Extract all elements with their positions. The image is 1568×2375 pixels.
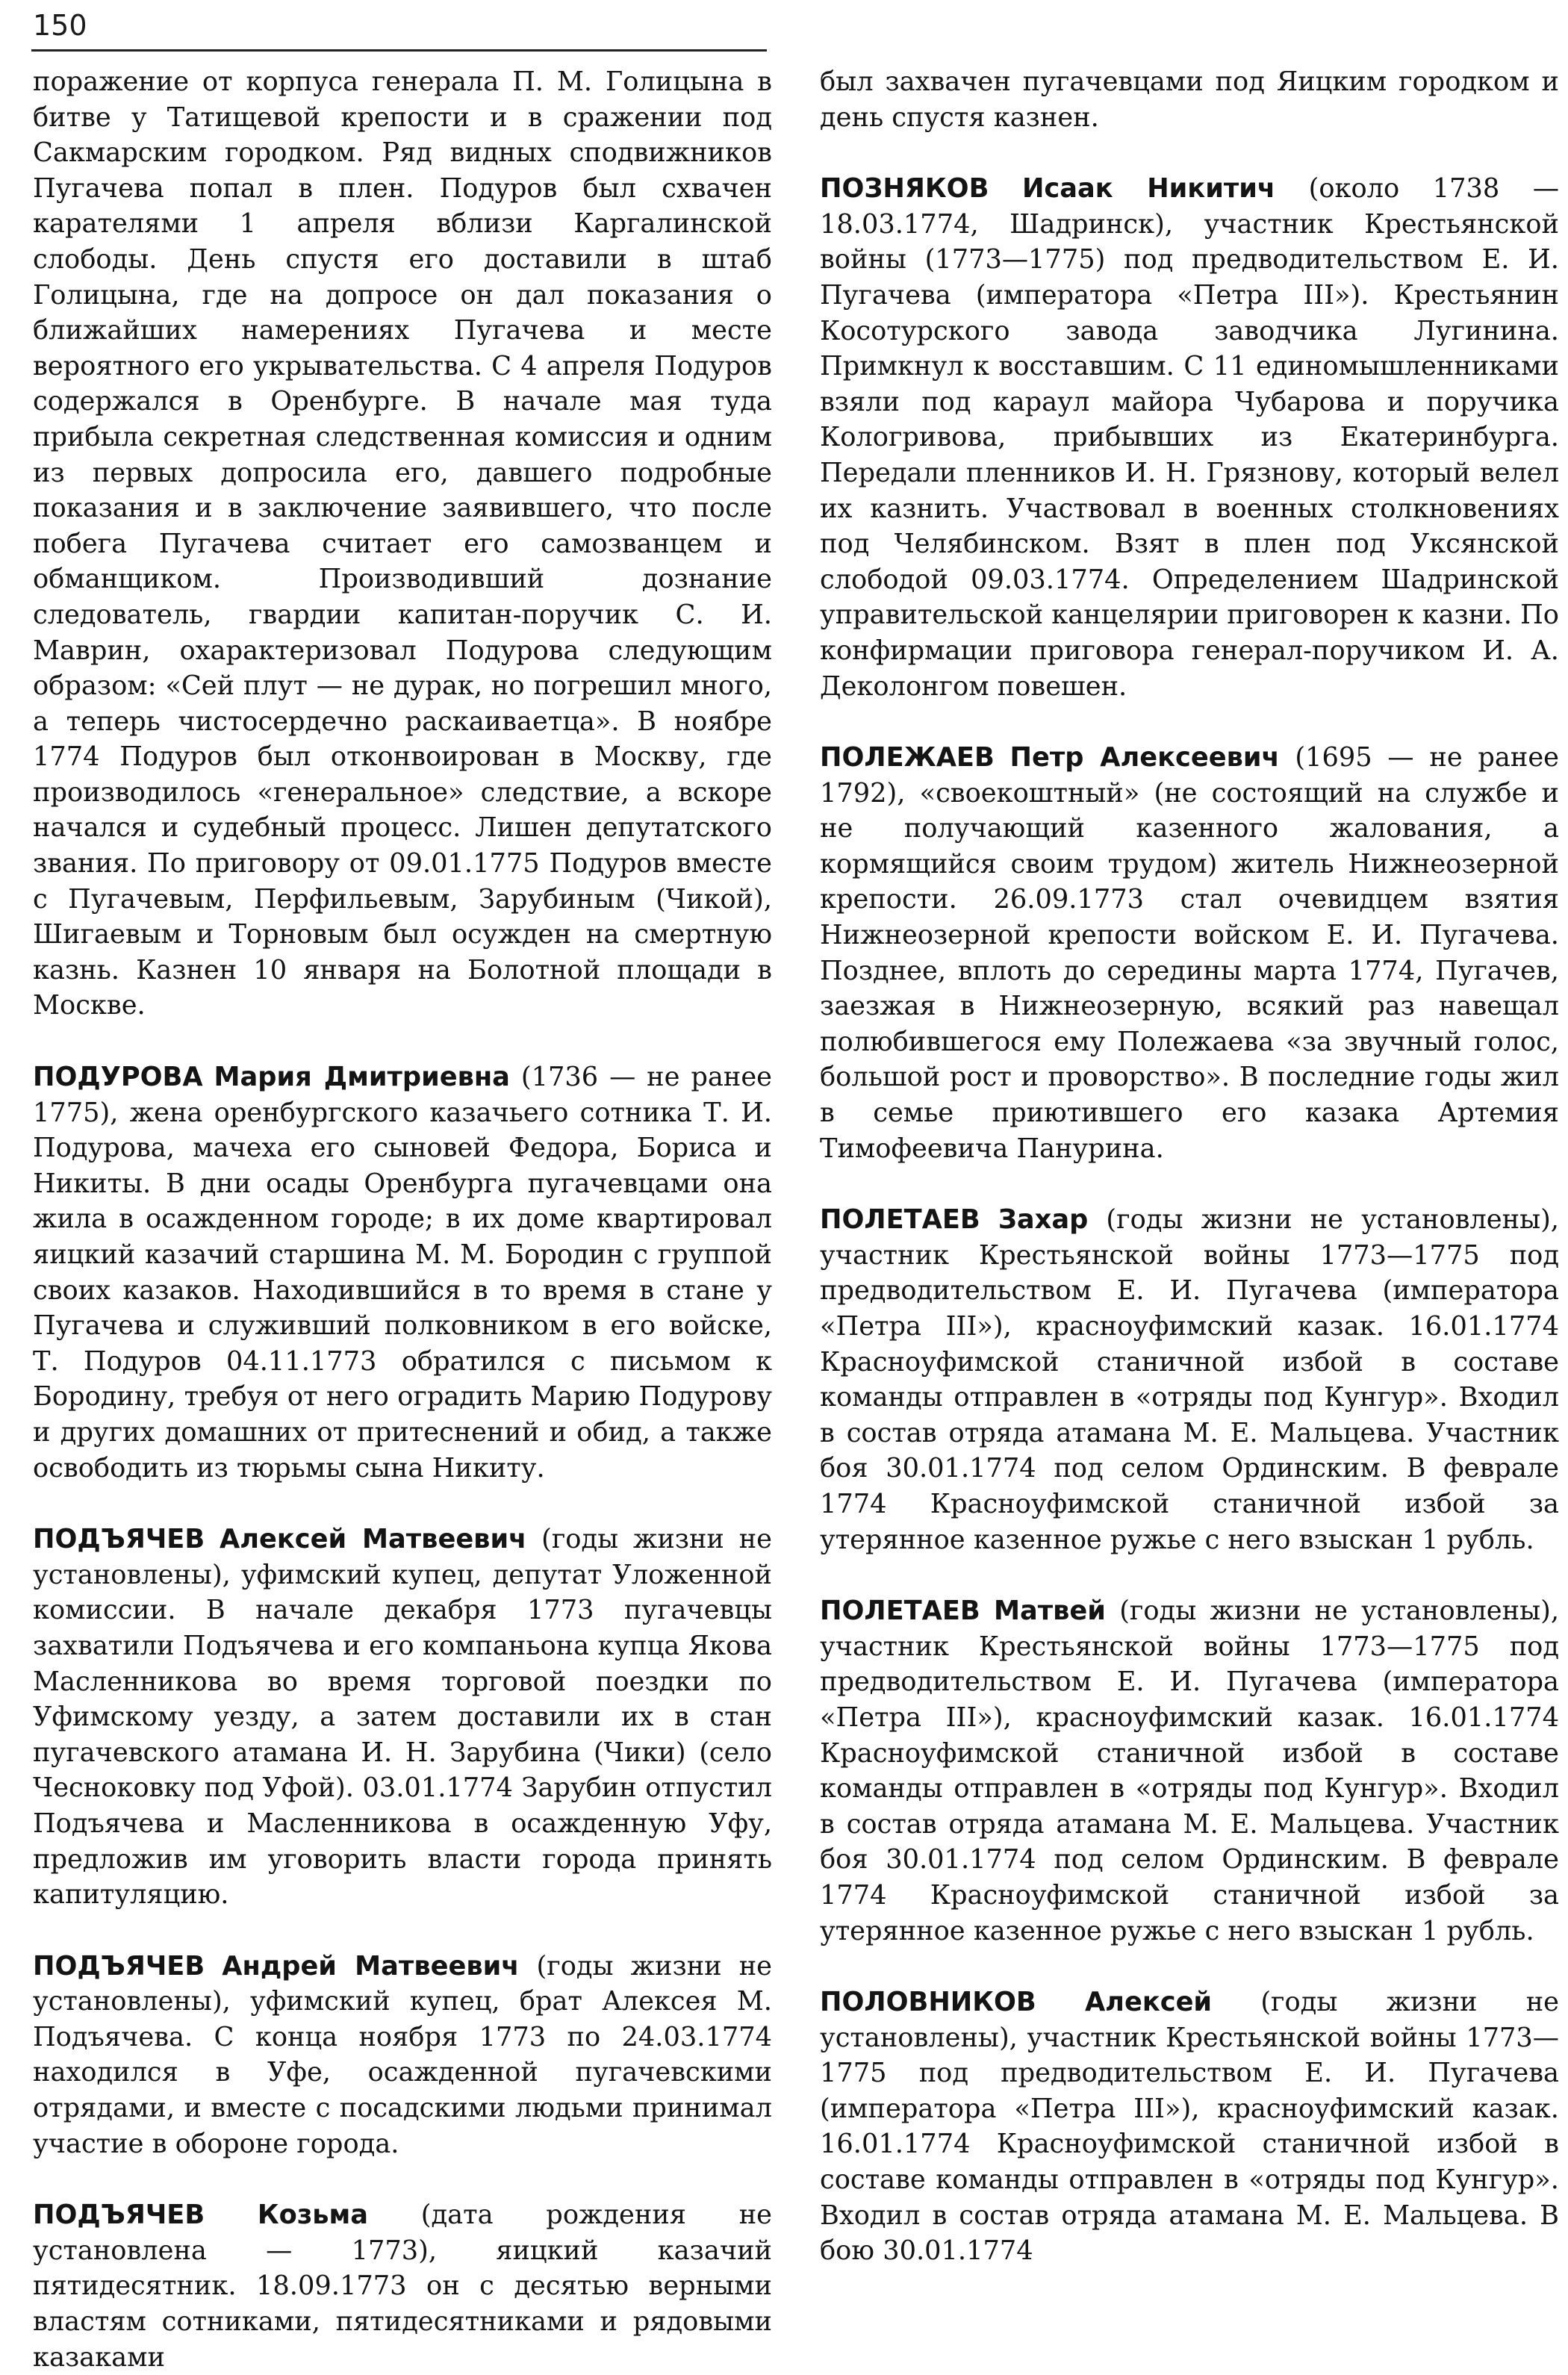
entry-given-name: Алексей	[1084, 1987, 1213, 2018]
entry-given-name: Захар	[998, 1204, 1089, 1236]
entry-given-name: Алексей Матвеевич	[220, 1524, 527, 1555]
entry-surname: ПОДУРОВА	[33, 1062, 203, 1093]
entry-surname: ПОДЪЯЧЕВ	[33, 1524, 205, 1555]
entry-text: (годы жизни не установлены), уфимский купец, брат Алексея М. Подъячева. С конца ноября 1773 по 24.03.1774 находился в Уфе, осажденной пугачевскими отрядами, и вместе с посадскими людьми принимал участие в обороне города.	[33, 1950, 773, 2159]
entry-given-name: Матвей	[993, 1596, 1106, 1627]
entry-surname: ПОДЪЯЧЕВ	[33, 1950, 205, 1982]
entry-podyachev-kozma	[33, 2197, 772, 2375]
right-column	[820, 64, 1559, 2269]
entry-surname: ПОЛЕТАЕВ	[820, 1596, 980, 1627]
entry-text: (годы жизни не установлены), уфимский купец, депутат Уложенной комиссии. В начале декабря 1773 пугачевцы захватили Подъячева и его компаньона купца Якова Масленникова во время торговой поездки по Уфимскому уезду, а затем доставили их в стан пугачевского атамана И. Н. Зарубина (Чики) (село Чесноковку под Уфой). 03.01.1774 Зарубин отпустил Подъячева и Масленникова в осажденную Уфу, предложив им уговорить власти города принять капитуляцию.	[33, 1524, 772, 1911]
entry-surname: ПОЛОВНИКОВ	[820, 1987, 1036, 2018]
continuation-text: поражение от корпуса генерала П. М. Голицына в битве у Татищевой крепости и в сражении под Сакмарским городком. Ряд видных сподвижников Пугачева попал в плен. Подуров был схвачен карателями 1 апреля вблизи Каргалинской слободы. День спустя его доставили в штаб Голицына, где на допросе он дал показания о ближайших намерениях Пугачева и месте вероятного его укрывательства. С 4 апреля Подуров содержался в Оренбурге. В начале мая туда прибыла секретная следственная комиссия и одним из первых допросила его, давшего подробные показания и в заключение заявившего, что после побега Пугачева считает его самозванцем и обманщиком. Производивший дознание следователь, гвардии капитан-поручик С. И. Маврин, охарактеризовал Подурова следующим образом: «Сей плут — не дурак, но погрешил много, а теперь чистосердечно раскаиваетца». В ноябре 1774 Подуров был отконвоирован в Москву, где производилось «генеральное» следствие, а вскоре начался и судебный процесс. Лишен депутатского звания. По приговору от 09.01.1775 Подуров вместе с Пугачевым, Перфильевым, Зарубиным (Чикой), Шигаевым и Торновым был осужден на смертную казнь. Казнен 10 января на Болотной площади в Москве.	[33, 66, 772, 1021]
entry-given-name: Андрей Матвеевич	[222, 1950, 520, 1982]
entry-text: (1736 — не ранее 1775), жена оренбургского казачьего сотника Т. И. Подурова, мачеха его сыновей Федора, Бориса и Никиты. В дни осады Оренбурга пугачевцами она жила в осажденном городе; в их доме квартировал яицкий казачий старшина М. М. Бородин с группой своих казаков. Находившийся в то время в стане у Пугачева и служивший полковником в его войске, Т. Подуров 04.11.1773 обратился с письмом к Бородину, требуя от него оградить Марию Подурову и других домашних от притеснений и обид, а также освободить из тюрьмы сына Никиту.	[33, 1062, 772, 1484]
entry-given-name: Мария Дмитриевна	[214, 1062, 510, 1093]
entry-surname: ПОЛЕЖАЕВ	[820, 742, 995, 773]
entry-text: (годы жизни не установлены), участник Крестьянской войны 1773—1775 под предводительством Е. И. Пугачева (императора «Петра III»), красноуфимский казак. 16.01.1774 Красноуфимской станичной избой в составе команды отправлен в «отряды под Кунгур». Входил в состав отряда атамана М. Е. Мальцева. Участник боя 30.01.1774 под селом Ординским. В феврале 1774 Красноуфимской станичной избой за утерянное казенное ружье с него взыскан 1 рубль.	[820, 1596, 1560, 1946]
entry-text: (около 1738 — 18.03.1774, Шадринск), участник Крестьянской войны (1773—1775) под предводительством Е. И. Пугачева (императора «Петра III»). Крестьянин Косотурского завода заводчика Лугинина. Примкнул к восставшим. С 11 единомышленниками взяли под караул майора Чубарова и поручика Кологривова, прибывших из Екатеринбурга. Передали пленников И. Н. Грязнову, который велел их казнить. Участвовал в военных столкновениях под Челябинском. Взят в плен под Уксянской слободой 09.03.1774. Определением Шадринской управительской канцелярии приговорен к казни. По конфирмации приговора генерал-поручиком И. А. Деколонгом повешен.	[820, 173, 1560, 702]
continuation-text: был захвачен пугачевцами под Яицким городком и день спустя казнен.	[820, 66, 1559, 133]
entry-text: (1695 — не ранее 1792), «своекоштный» (не состоящий на службе и не получающий казенного жалования, а кормящийся своим трудом) житель Нижнеозерной крепости. 26.09.1773 стал очевидцем взятия Нижнеозерной крепости войском Е. И. Пугачева. Позднее, вплоть до середины марта 1774, Пугачев, заезжая в Нижнеозерную, всякий раз навещал полюбившегося ему Полежаева «за звучный голос, большой рост и проворство». В последние годы жил в семье приютившего его казака Артемия Тимофеевича Панурина.	[820, 742, 1559, 1164]
entry-polezhaev	[820, 740, 1559, 1166]
entry-poznyakov	[820, 171, 1559, 704]
entry-poletaev-matvey	[820, 1593, 1559, 1949]
entry-text: (годы жизни не установлены), участник Крестьянской войны 1773—1775 под предводительством Е. И. Пугачева (императора «Петра III»), красноуфимский казак. 16.01.1774 Красноуфимской станичной избой в составе команды отправлен в «отряды под Кунгур». Входил в состав отряда атамана М. Е. Мальцева. Участник боя 30.01.1774 под селом Ординским. В феврале 1774 Красноуфимской станичной избой за утерянное казенное ружье с него взыскан 1 рубль.	[820, 1204, 1559, 1555]
entry-poletaev-zakhar	[820, 1202, 1559, 1557]
entry-polovnikov	[820, 1985, 1559, 2269]
entry-podyachev-andrey	[33, 1949, 772, 2162]
entry-given-name: Петр Алексеевич	[1009, 742, 1280, 773]
entry-given-name: Исаак Никитич	[1021, 173, 1276, 205]
entry-podyachev-aleksey	[33, 1522, 772, 1913]
entry-surname: ПОДЪЯЧЕВ	[33, 2200, 205, 2231]
left-column	[33, 64, 772, 2375]
page-number: 150	[33, 9, 87, 42]
entry-podurova	[33, 1059, 772, 1486]
header-rule	[31, 49, 767, 52]
entry-text: (дата рождения не установлена — 1773), яицкий казачий пятидесятник. 18.09.1773 он с десятью верными властям сотниками, пятидесятниками и рядовыми казаками	[33, 2200, 772, 2373]
entry-surname: ПОЗНЯКОВ	[820, 173, 989, 205]
entry-surname: ПОЛЕТАЕВ	[820, 1204, 980, 1236]
entry-text: (годы жизни не установлены), участник Крестьянской войны 1773—1775 под предводительством Е. И. Пугачева (императора «Петра III»), красноуфимский казак. 16.01.1774 Красноуфимской станичной избой в составе команды отправлен в «отряды под Кунгур». Входил в состав отряда атамана М. Е. Мальцева. В бою 30.01.1774	[820, 1987, 1559, 2267]
entry-given-name: Козьма	[257, 2200, 369, 2231]
